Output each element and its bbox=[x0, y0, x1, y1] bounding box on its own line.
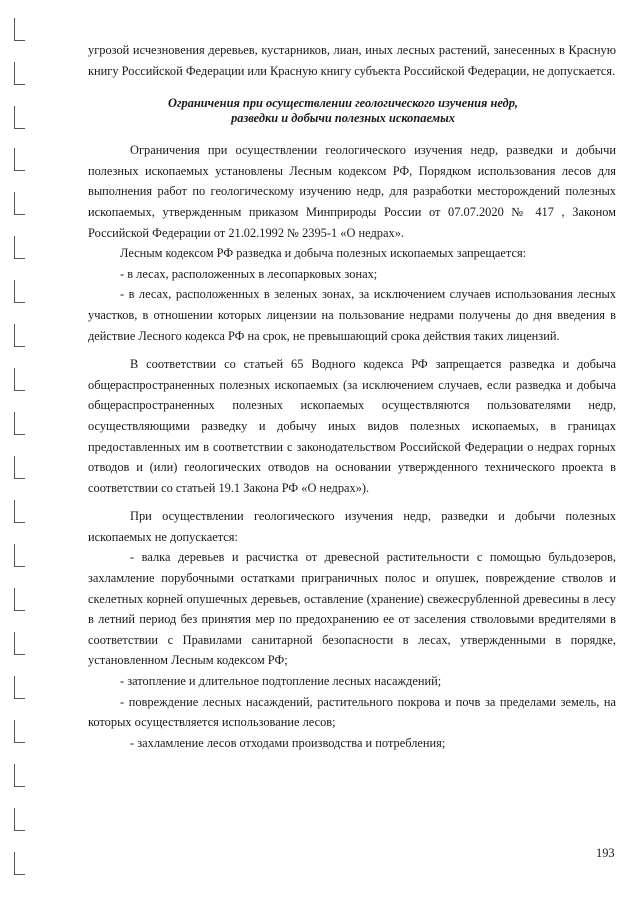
binding-margin bbox=[0, 0, 40, 905]
binding-mark bbox=[14, 412, 25, 435]
binding-mark bbox=[14, 808, 25, 831]
list-item: - захламление лесов отходами производства и потребления; bbox=[130, 735, 446, 750]
binding-mark bbox=[14, 62, 25, 85]
binding-mark bbox=[14, 456, 25, 479]
binding-mark bbox=[14, 588, 25, 611]
section-heading-line: разведки и добычи полезных ископаемых bbox=[231, 111, 455, 126]
binding-mark bbox=[14, 500, 25, 523]
section-heading-line: Ограничения при осуществлении геологического изучения недр, bbox=[168, 96, 518, 111]
paragraph: В соответствии со статьей 65 Водного кодекса РФ запрещается разведка и добыча общераспространенных полезных ископаемых (за исключением случаев, если разведка и добыча общераспространенных полезных ископаемых осуществляются пользователями недр, осуществляющими разведку и добычу иных видов полезных ископаемых, в границах предоставленных им в соответствии с законодательством Российской Федерации о недрах горных отводов и (или) геологических отводов на основании утвержденного технического проекта в соответствии со статьей 19.1 Закона РФ «О недрах»). bbox=[88, 357, 616, 495]
binding-mark bbox=[14, 324, 25, 347]
binding-mark bbox=[14, 106, 25, 129]
binding-mark bbox=[14, 852, 25, 875]
binding-mark bbox=[14, 676, 25, 699]
binding-mark bbox=[14, 544, 25, 567]
list-item: - повреждение лесных насаждений, растительного покрова и почв за пределами земель, на которых осуществляется использование лесов; bbox=[88, 694, 616, 730]
binding-mark bbox=[14, 280, 25, 303]
paragraph: Лесным кодексом РФ разведка и добыча полезных ископаемых запрещается: bbox=[120, 246, 527, 261]
binding-mark bbox=[14, 236, 25, 259]
section-heading bbox=[88, 96, 616, 126]
paragraph: При осуществлении геологического изучения недр, разведки и добычи полезных ископаемых не допускается: bbox=[88, 509, 616, 544]
list-item: - в лесах, расположенных в лесопарковых зонах; bbox=[120, 266, 378, 281]
body-text bbox=[88, 40, 616, 753]
binding-mark bbox=[14, 764, 25, 787]
list-item: - затопление и длительное подтопление лесных насаждений; bbox=[120, 674, 442, 689]
binding-mark bbox=[14, 632, 25, 655]
binding-mark bbox=[14, 18, 25, 41]
page-number: 193 bbox=[596, 846, 615, 860]
binding-mark bbox=[14, 192, 25, 215]
binding-mark bbox=[14, 720, 25, 743]
binding-mark bbox=[14, 368, 25, 391]
binding-mark bbox=[14, 148, 25, 171]
list-item: - валка деревьев и расчистка от древесной растительности с помощью бульдозеров, захламление порубочными остатками приграничных полос и опушек, повреждение стволов и скелетных корней опушечных деревьев, оставление (хранение) свежесрубленной древесины в лесу в летний период без принятия мер по предохранению ее от заселения стволовыми вредителями в соответствии с Правилами санитарной безопасности в лесах, утвержденными в порядке, установленном Лесным кодексом РФ; bbox=[88, 550, 616, 668]
paragraph: Ограничения при осуществлении геологического изучения недр, разведки и добычи полезных ископаемых установлены Лесным кодексом РФ, Порядком использования лесов для выполнения работ по геологическому изучению недр, для разработки месторождений полезных ископаемых, утвержденным приказом Минприроды России от 07.07.2020 № 417 , Законом Российской Федерации от 21.02.1992 № 2395-1 «О недрах». bbox=[88, 143, 616, 240]
paragraph: угрозой исчезновения деревьев, кустарников, лиан, иных лесных растений, занесенных в Красную книгу Российской Федерации или Красную книгу субъекта Российской Федерации, не допускается. bbox=[88, 43, 616, 78]
list-item: - в лесах, расположенных в зеленых зонах, за исключением случаев использования лесных участков, в отношении которых лицензии на пользование недрами получены до дня введения в действие Лесного кодекса РФ на срок, не превышающий срока действия таких лицензий. bbox=[88, 287, 616, 343]
